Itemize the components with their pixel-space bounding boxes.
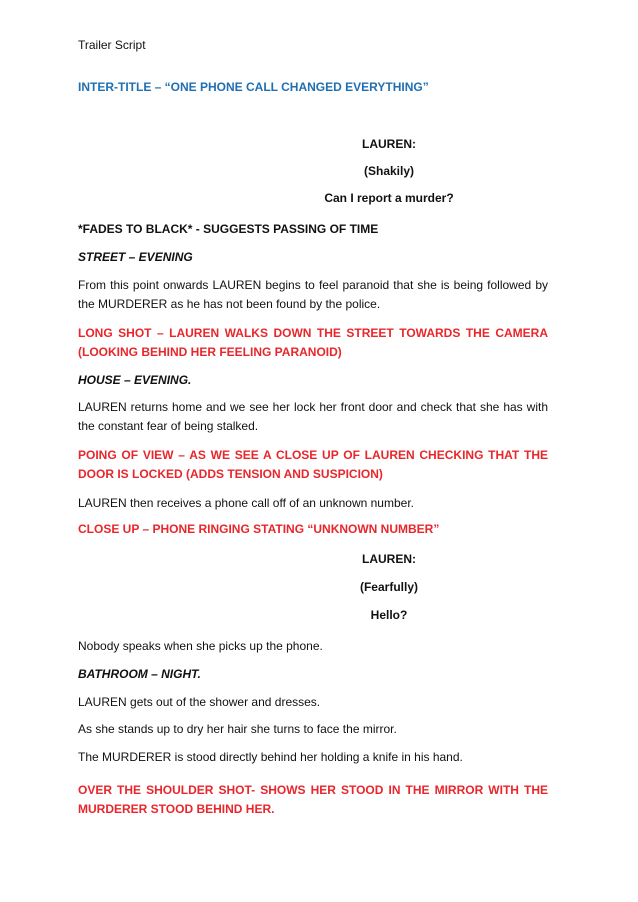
- parenthetical: (Fearfully): [359, 580, 418, 594]
- shot-direction: CLOSE UP – PHONE RINGING STATING “UNKNOWN NUMBER”: [78, 522, 440, 536]
- scene-heading-house: HOUSE – EVENING.: [78, 373, 192, 387]
- page-header: Trailer Script: [78, 38, 146, 52]
- action-paragraph: LAUREN returns home and we see her lock her front door and check that she has with the constant fear of being stalked.: [78, 400, 548, 433]
- shot-direction: LONG SHOT – LAUREN WALKS DOWN THE STREET TOWARDS THE CAMERA (LOOKING BEHIND HER FEELING PARANOID): [78, 326, 548, 359]
- dialogue-line: Can I report a murder?: [324, 191, 454, 205]
- shot-direction: POING OF VIEW – AS WE SEE A CLOSE UP OF LAUREN CHECKING THAT THE DOOR IS LOCKED (ADDS TENSION AND SUSPICION): [78, 448, 548, 481]
- action-line: As she stands up to dry her hair she turns to face the mirror.: [78, 722, 397, 736]
- shot-direction: OVER THE SHOULDER SHOT- SHOWS HER STOOD IN THE MIRROR WITH THE MURDERER STOOD BEHIND HER.: [78, 783, 548, 816]
- scene-heading-street: STREET – EVENING: [78, 250, 193, 264]
- character-name: LAUREN:: [362, 552, 416, 566]
- transition-note: *FADES TO BLACK* - SUGGESTS PASSING OF TIME: [78, 222, 379, 236]
- scene-heading-bathroom: BATHROOM – NIGHT.: [78, 667, 201, 681]
- inter-title: INTER-TITLE – “ONE PHONE CALL CHANGED EVERYTHING”: [78, 80, 429, 94]
- action-line: The MURDERER is stood directly behind her holding a knife in his hand.: [78, 750, 463, 764]
- action-line: LAUREN then receives a phone call off of an unknown number.: [78, 496, 414, 510]
- dialogue-line: Hello?: [370, 608, 408, 622]
- character-name: LAUREN:: [362, 137, 416, 151]
- action-line: LAUREN gets out of the shower and dresses.: [78, 695, 321, 709]
- action-line: Nobody speaks when she picks up the phone.: [78, 639, 323, 653]
- parenthetical: (Shakily): [363, 164, 414, 178]
- action-paragraph: From this point onwards LAUREN begins to feel paranoid that she is being followed by the MURDERER as he has not been found by the police.: [78, 278, 548, 311]
